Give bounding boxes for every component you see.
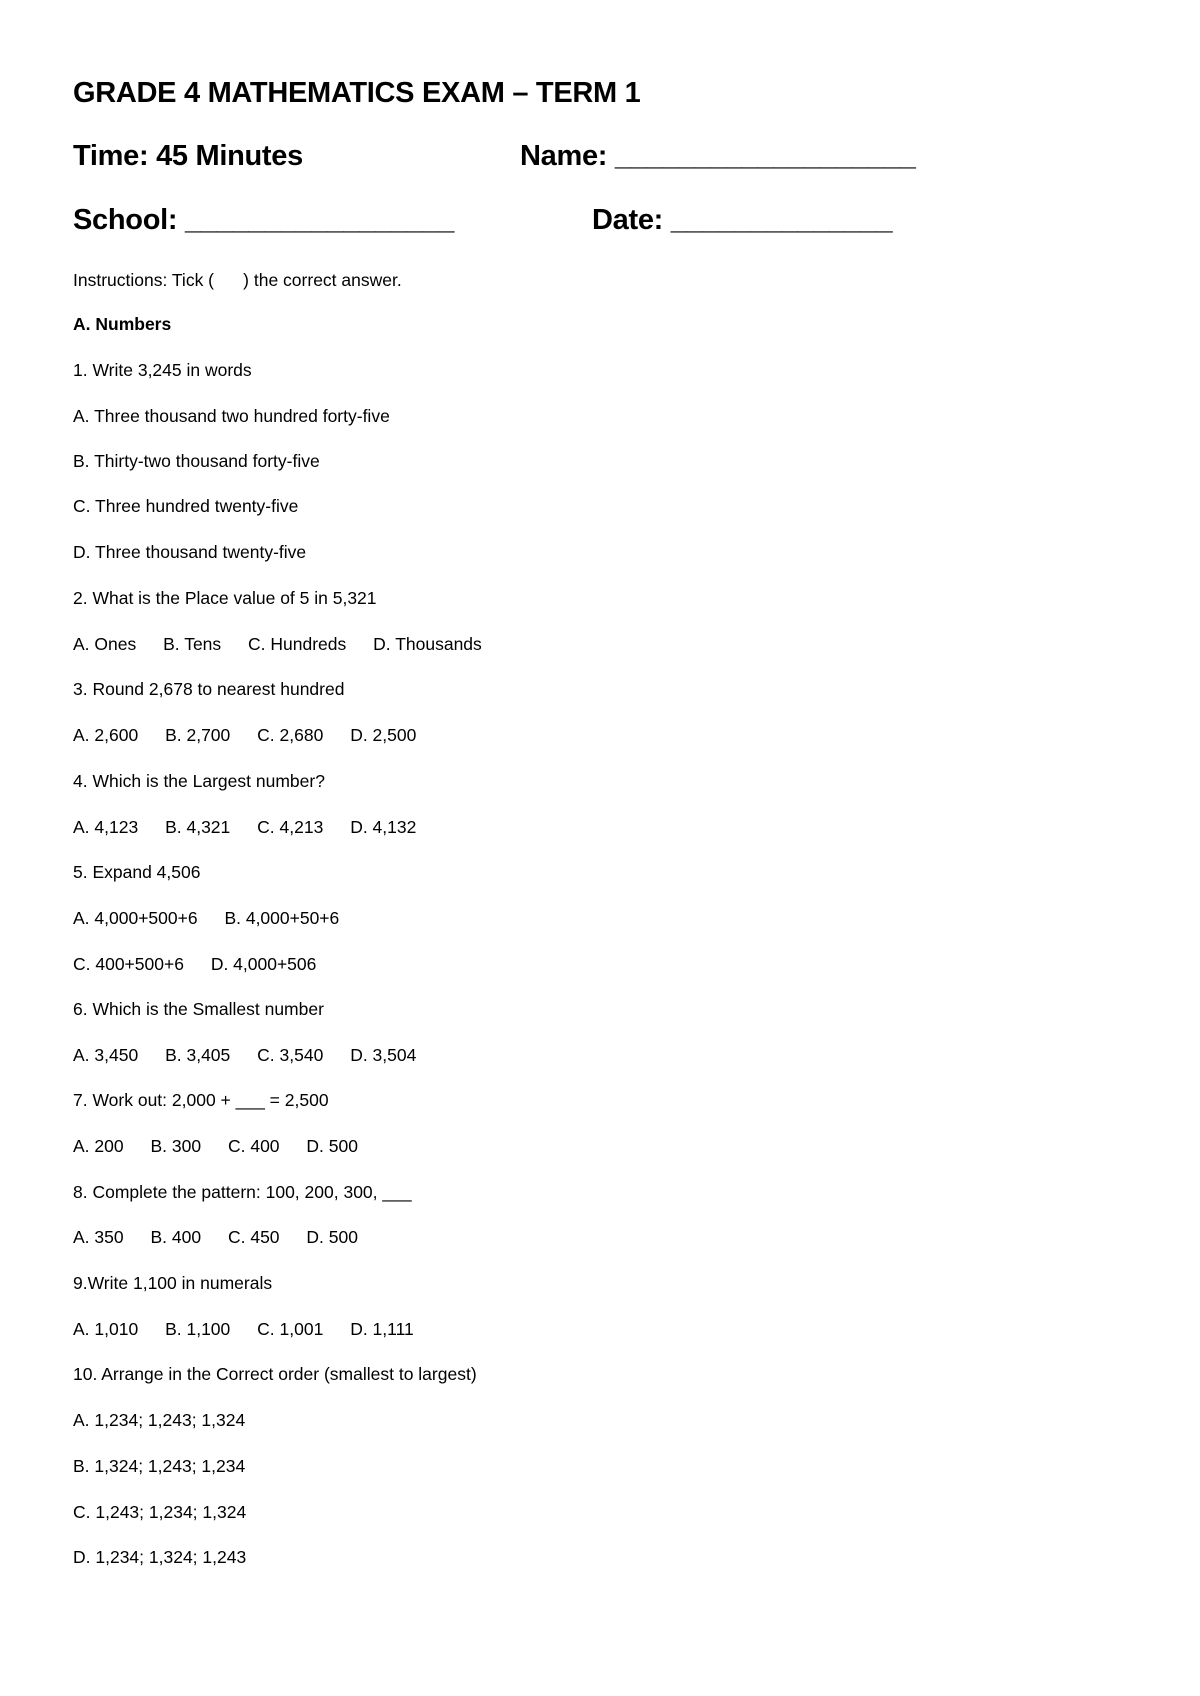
- question-1-option-d: D. Three thousand twenty-five: [73, 542, 307, 562]
- question-10-option-b: B. 1,324; 1,243; 1,234: [73, 1456, 246, 1476]
- section-title: A. Numbers: [73, 314, 172, 334]
- question-4-option-c: C. 4,213: [257, 817, 324, 837]
- question-8-options: [73, 1227, 358, 1248]
- question-4-options: [73, 817, 416, 838]
- question-9-option-a: A. 1,010: [73, 1319, 139, 1339]
- question-2-option-c: C. Hundreds: [248, 634, 347, 654]
- question-6: 6. Which is the Smallest number: [73, 999, 324, 1019]
- question-3-options: [73, 725, 416, 746]
- question-3-option-a: A. 2,600: [73, 725, 139, 745]
- question-6-option-c: C. 3,540: [257, 1045, 324, 1065]
- time-label: Time: 45 Minutes: [73, 140, 303, 172]
- question-6-option-a: A. 3,450: [73, 1045, 139, 1065]
- question-5-option-d: D. 4,000+506: [210, 954, 317, 974]
- question-7-option-c: C. 400: [227, 1136, 280, 1156]
- instructions: Instructions: Tick ( ) the correct answer.: [73, 270, 402, 290]
- question-7-option-b: B. 300: [150, 1136, 202, 1156]
- question-10-option-d: D. 1,234; 1,324; 1,243: [73, 1547, 247, 1567]
- question-1-option-c: C. Three hundred twenty-five: [73, 496, 299, 516]
- question-7-option-d: D. 500: [306, 1136, 358, 1156]
- question-5: 5. Expand 4,506: [73, 862, 201, 882]
- question-10-option-a: A. 1,234; 1,243; 1,324: [73, 1410, 246, 1430]
- question-9-option-b: B. 1,100: [165, 1319, 231, 1339]
- school-field: School: _________________: [73, 204, 455, 236]
- question-9: 9.Write 1,100 in numerals: [73, 1273, 273, 1293]
- question-10-option-c: C. 1,243; 1,234; 1,324: [73, 1502, 247, 1522]
- question-8-option-b: B. 400: [150, 1227, 202, 1247]
- question-5-option-b: B. 4,000+50+6: [224, 908, 340, 928]
- question-4-option-a: A. 4,123: [73, 817, 139, 837]
- question-5-options-ab: [73, 908, 339, 929]
- question-3: 3. Round 2,678 to nearest hundred: [73, 679, 345, 699]
- question-8-option-d: D. 500: [306, 1227, 358, 1247]
- question-5-option-c: C. 400+500+6: [73, 954, 184, 974]
- question-2-option-b: B. Tens: [163, 634, 222, 654]
- question-1-option-b: B. Thirty-two thousand forty-five: [73, 451, 320, 471]
- question-5-option-a: A. 4,000+500+6: [73, 908, 198, 928]
- question-3-option-d: D. 2,500: [350, 725, 417, 745]
- question-2-options: [73, 634, 482, 655]
- question-6-option-b: B. 3,405: [165, 1045, 231, 1065]
- question-6-options: [73, 1045, 416, 1066]
- question-7-option-a: A. 200: [73, 1136, 124, 1156]
- question-9-option-d: D. 1,111: [350, 1319, 414, 1339]
- question-3-option-c: C. 2,680: [257, 725, 324, 745]
- question-4-option-b: B. 4,321: [165, 817, 231, 837]
- question-8-option-c: C. 450: [227, 1227, 280, 1247]
- question-8: 8. Complete the pattern: 100, 200, 300, ___: [73, 1182, 412, 1202]
- question-2: 2. What is the Place value of 5 in 5,321: [73, 588, 377, 608]
- question-5-options-cd: [73, 954, 316, 975]
- question-10: 10. Arrange in the Correct order (smallest to largest): [73, 1364, 477, 1384]
- question-1-option-a: A. Three thousand two hundred forty-five: [73, 406, 390, 426]
- question-2-option-d: D. Thousands: [373, 634, 482, 654]
- name-field: Name: ___________________: [520, 140, 916, 172]
- question-6-option-d: D. 3,504: [350, 1045, 417, 1065]
- question-3-option-b: B. 2,700: [165, 725, 231, 745]
- question-1: 1. Write 3,245 in words: [73, 360, 252, 380]
- question-2-option-a: A. Ones: [73, 634, 137, 654]
- question-7-options: [73, 1136, 358, 1157]
- question-8-option-a: A. 350: [73, 1227, 124, 1247]
- question-9-options: [73, 1319, 414, 1340]
- question-9-option-c: C. 1,001: [257, 1319, 324, 1339]
- question-4-option-d: D. 4,132: [350, 817, 417, 837]
- question-4: 4. Which is the Largest number?: [73, 771, 325, 791]
- exam-title: GRADE 4 MATHEMATICS EXAM – TERM 1: [73, 77, 641, 109]
- question-7: 7. Work out: 2,000 + ___ = 2,500: [73, 1090, 329, 1110]
- date-field: Date: ______________: [592, 204, 893, 236]
